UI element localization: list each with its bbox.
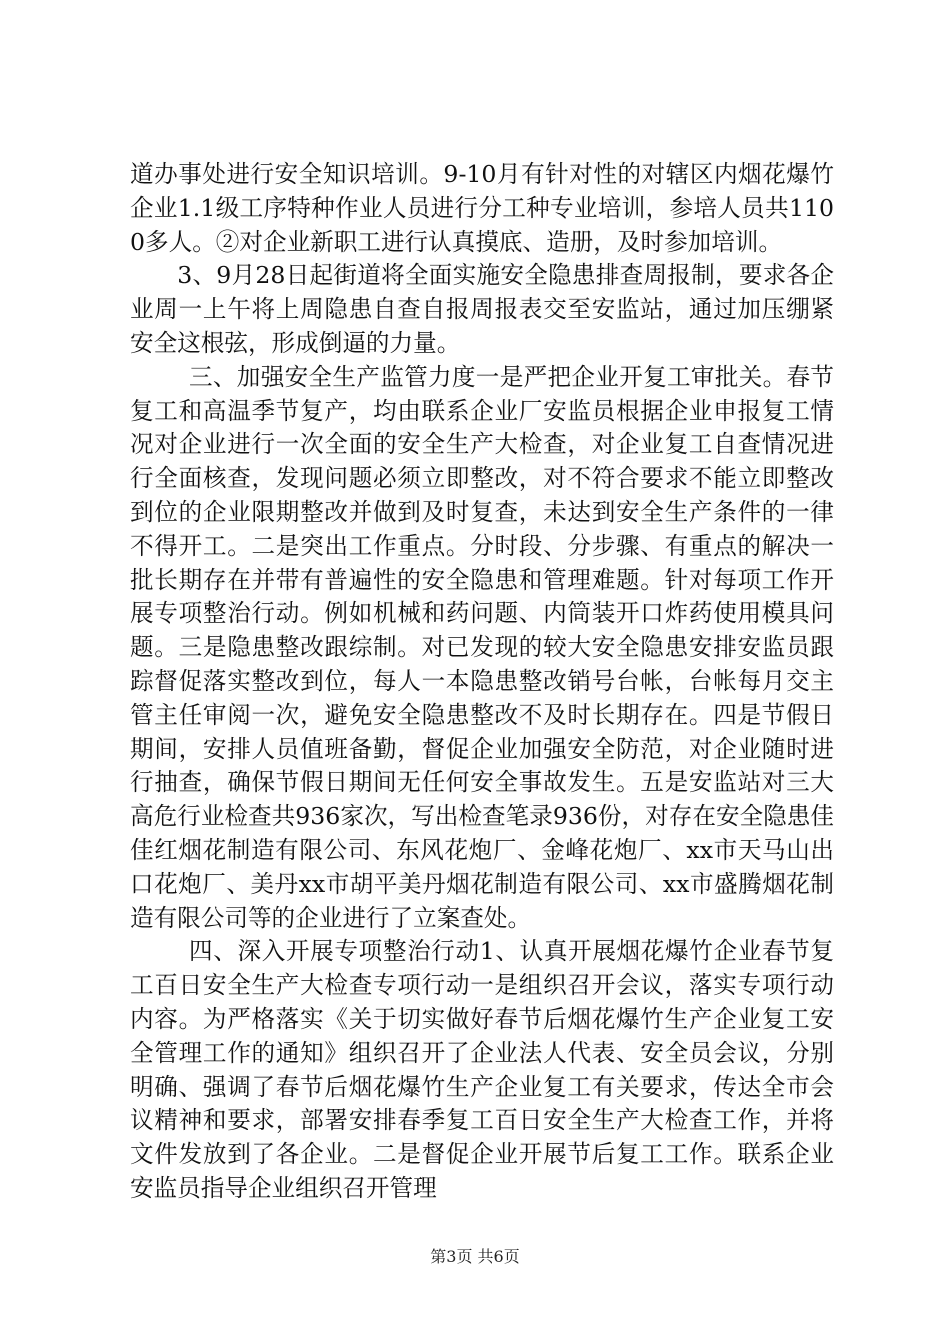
paragraph-weekly-report: 3、9月28日起街道将全面实施安全隐患排查周报制，要求各企业周一上午将上周隐患自查自报周报表交至安监站，通过加压绷紧安全这根弦，形成倒逼的力量。	[130, 261, 834, 357]
paragraph-training-continued: 道办事处进行安全知识培训。9-10月有针对性的对辖区内烟花爆竹企业1.1级工序特种作业人员进行分工种专业培训，参培人员共1100多人。②对企业新职工进行认真摸底、造册，及时参加培训。	[130, 160, 834, 256]
document-body	[130, 158, 834, 1206]
paragraph-supervision: 三、加强安全生产监管力度一是严把企业开复工审批关。春节复工和高温季节复产，均由联系企业厂安监员根据企业申报复工情况对企业进行一次全面的安全生产大检查，对企业复工自查情况进行全面核查，发现问题必须立即整改，对不符合要求不能立即整改到位的企业限期整改并做到及时复查，未达到安全生产条件的一律不得开工。二是突出工作重点。分时段、分步骤、有重点的解决一批长期存在并带有普遍性的安全隐患和管理难题。针对每项工作开展专项整治行动。例如机械和药问题、内筒装开口炸药使用模具问题。三是隐患整改跟综制。对已发现的较大安全隐患安排安监员跟踪督促落实整改到位，每人一本隐患整改销号台帐，台帐每月交主管主任审阅一次，避免安全隐患整改不及时长期存在。四是节假日期间，安排人员值班备勤，督促企业加强安全防范，对企业随时进行抽查，确保节假日期间无任何安全事故发生。五是安监站对三大高危行业检查共936家次，写出检查笔录936份，对存在安全隐患佳佳红烟花制造有限公司、东风花炮厂、金峰花炮厂、xx市天马山出口花炮厂、美丹xx市胡平美丹烟花制造有限公司、xx市盛腾烟花制造有限公司等的企业进行了立案查处。	[130, 362, 834, 932]
paragraph-special-rectification: 四、深入开展专项整治行动1、认真开展烟花爆竹企业春节复工百日安全生产大检查专项行动一是组织召开会议，落实专项行动内容。为严格落实《关于切实做好春节后烟花爆竹生产企业复工安全管理工作的通知》组织召开了企业法人代表、安全员会议，分别明确、强调了春节后烟花爆竹生产企业复工有关要求，传达全市会议精神和要求，部署安排春季复工百日安全生产大检查工作，并将文件发放到了各企业。二是督促企业开展节后复工工作。联系企业安监员指导企业组织召开管理	[130, 937, 834, 1202]
page-number-footer: 第3页 共6页	[430, 1247, 520, 1266]
